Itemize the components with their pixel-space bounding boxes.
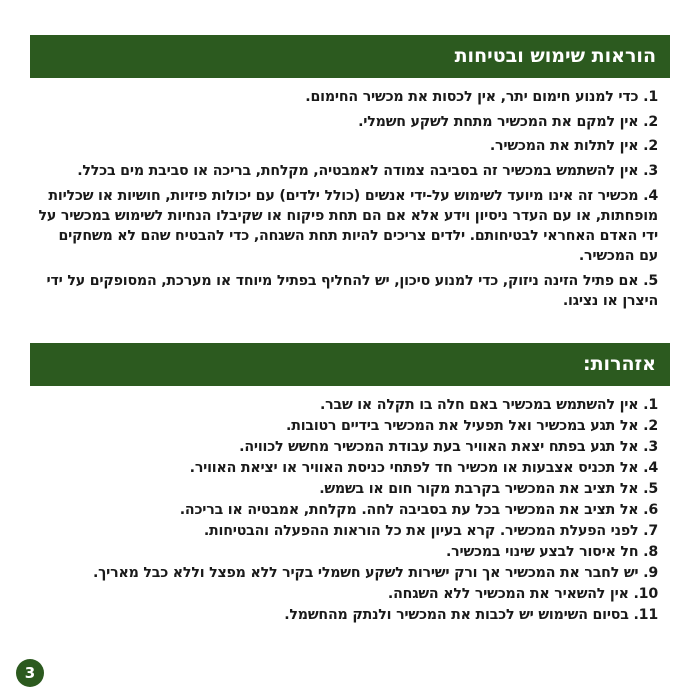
section-title-usage-safety: הוראות שימוש ובטיחות — [30, 35, 670, 78]
page-number-badge: 3 — [16, 659, 44, 687]
item-text: אל תכניס אצבעות או מכשיר חד לפתחי כניסת האוויר או יציאת האוויר. — [189, 460, 639, 476]
item-text: לפני הפעלת המכשיר. קרא בעיון את כל הוראות ההפעלה והבטיחות. — [203, 523, 639, 539]
item-number: 5. — [643, 273, 658, 289]
list-item — [38, 542, 658, 563]
item-text: אין לתלות את המכשיר. — [489, 138, 639, 154]
item-number: 2. — [643, 114, 658, 130]
list-item — [38, 395, 658, 416]
item-text: אין להשתמש במכשיר באם חלה בו תקלה או שבר. — [319, 397, 639, 413]
item-text: אין למקם את המכשיר מתחת לשקע חשמלי. — [358, 114, 639, 130]
item-text: אל תגע בפתח יצאת האוויר בעת עבודת המכשיר מחשש לכוויה. — [239, 439, 639, 455]
list-item — [38, 416, 658, 437]
item-text: אל תציב את המכשיר בכל עת בסביבה לחה. מקלחת, אמבטיה או בריכה. — [179, 502, 639, 518]
item-number: 6. — [643, 502, 658, 518]
list-item — [38, 521, 658, 542]
item-number: 5. — [643, 481, 658, 497]
item-number: 8. — [643, 544, 658, 560]
item-number: 4. — [643, 188, 658, 204]
list-item — [38, 458, 658, 479]
item-number: 7. — [643, 523, 658, 539]
warnings-list — [38, 395, 658, 626]
item-number: 4. — [643, 460, 658, 476]
list-item — [38, 605, 658, 626]
item-number: 9. — [643, 565, 658, 581]
item-number: 2. — [643, 138, 658, 154]
item-number: 1. — [643, 397, 658, 413]
item-text: כדי למנוע חימום יתר, אין לכסות את מכשיר החימום. — [305, 89, 639, 105]
list-item — [38, 437, 658, 458]
item-number: 10. — [633, 586, 658, 602]
item-text: אל תציב את המכשיר בקרבת מקור חום או בשמש. — [319, 481, 639, 497]
item-text: אין להשתמש במכשיר זה בסביבה צמודה לאמבטיה, מקלחת, בריכה או סביבת מים בכלל. — [77, 163, 639, 179]
list-item — [38, 112, 658, 132]
list-item — [38, 271, 658, 311]
item-text: בסיום השימוש יש לכבות את המכשיר ולנתק מהחשמל. — [284, 607, 629, 623]
item-number: 3. — [643, 439, 658, 455]
item-number: 1. — [643, 89, 658, 105]
section-title-warnings: אזהרות: — [30, 343, 670, 386]
item-text: מכשיר זה אינו מיועד לשימוש על-ידי אנשים (כולל ילדים) עם יכולות פיזיות, חושיות או שכליות מופחתות, או עם העדר ניסיון וידע אלא אם הם תחת פיקוח או שקיבלו הנחיות לשימוש במכשיר על ידי האדם האחראי לבטיחותם. ילדים צריכים להיות תחת השגחה, כדי להבטיח שהם לא משחקים עם המכשיר. — [38, 188, 658, 264]
item-text: יש לחבר את המכשיר אך ורק ישירות לשקע חשמלי בקיר ללא מפצל וללא כבל מאריך. — [92, 565, 639, 581]
list-item — [38, 161, 658, 181]
list-item — [38, 500, 658, 521]
list-item — [38, 136, 658, 156]
list-item — [38, 87, 658, 107]
item-number: 2. — [643, 418, 658, 434]
list-item — [38, 186, 658, 266]
item-number: 3. — [643, 163, 658, 179]
item-text: אם פתיל הזינה ניזוק, כדי למנוע סיכון, יש להחליף בפתיל מיוחד או מערכת, המסופקים על ידי היצרן או נציגו. — [46, 273, 658, 309]
list-item — [38, 584, 658, 605]
item-text: אל תגע במכשיר ואל תפעיל את המכשיר בידיים רטובות. — [286, 418, 639, 434]
item-text: חל איסור לבצע שינוי במכשיר. — [445, 544, 639, 560]
item-text: אין להשאיר את המכשיר ללא השגחה. — [387, 586, 629, 602]
usage-safety-list — [38, 87, 658, 316]
list-item — [38, 479, 658, 500]
item-number: 11. — [633, 607, 658, 623]
list-item — [38, 563, 658, 584]
